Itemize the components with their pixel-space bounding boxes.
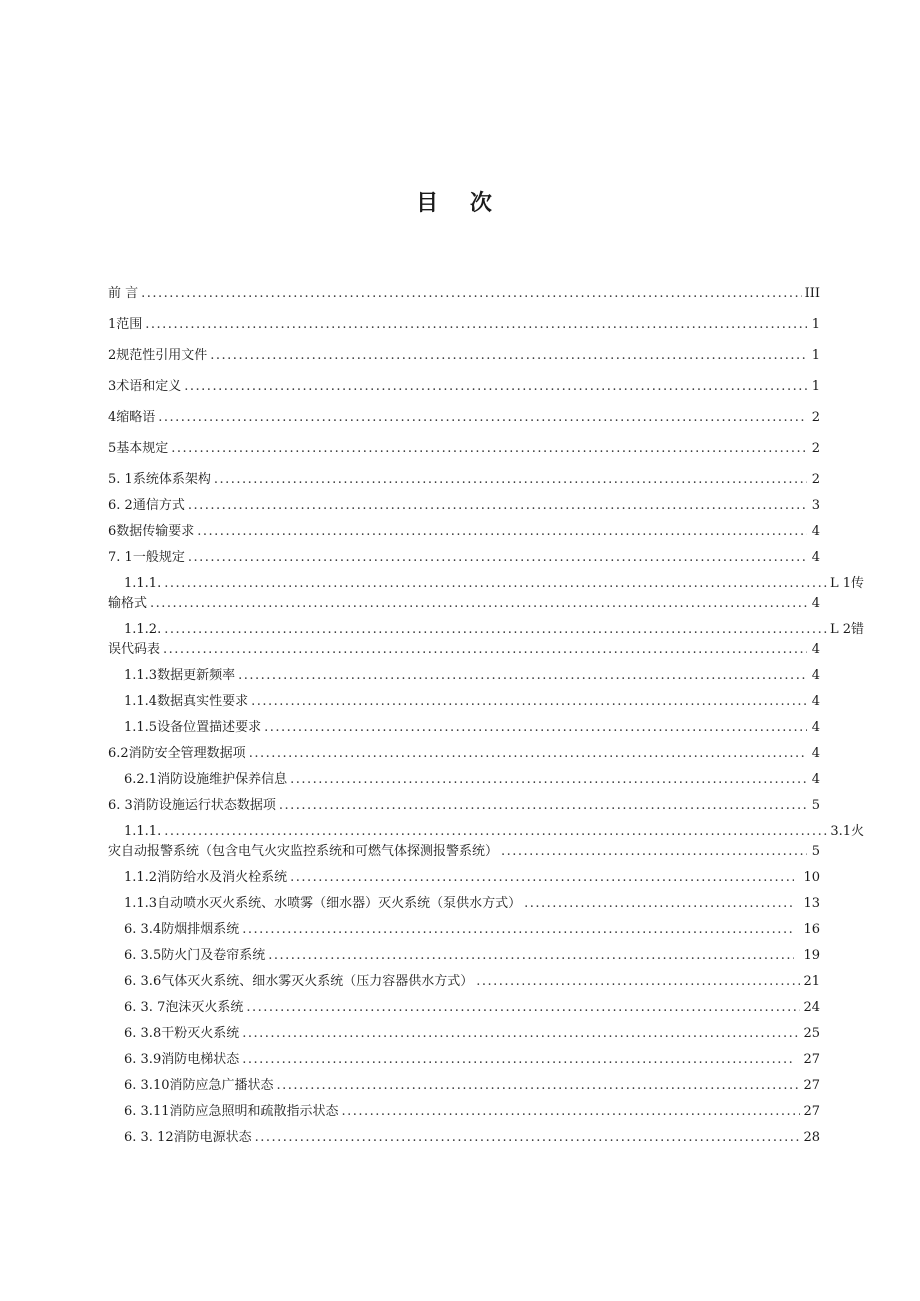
toc-leader-dots bbox=[290, 868, 794, 888]
toc-leader-dots bbox=[238, 666, 807, 686]
toc-page-number: 4 bbox=[811, 550, 820, 565]
toc-entry-1-1-1-fire-alarm[interactable] bbox=[124, 822, 864, 842]
toc-leader-dots bbox=[188, 496, 807, 516]
toc-entry-communication[interactable] bbox=[108, 496, 820, 516]
toc-entry-text: 系统体系架构 bbox=[132, 472, 211, 487]
toc-entry-number: 1.1.2. bbox=[124, 622, 162, 637]
toc-entry-number: 5. 1 bbox=[108, 472, 133, 487]
toc-entry-text: 自动喷水灭火系统、水喷雾（细水器）灭火系统（泵供水方式） bbox=[157, 896, 522, 911]
toc-entry-text: 6.2消防安全管理数据项 bbox=[108, 746, 246, 761]
toc-entry-number: 6. 3.10 bbox=[124, 1078, 170, 1093]
toc-entry-text: 消防设施运行状态数据项 bbox=[132, 798, 276, 813]
toc-leader-dots bbox=[164, 822, 827, 842]
toc-entry-number: 1.1.3 bbox=[124, 896, 158, 911]
toc-leader-dots bbox=[290, 770, 807, 790]
toc-entry-text: 消防设施维护保养信息 bbox=[157, 772, 288, 787]
toc-entry-number: 6.2.1 bbox=[124, 772, 158, 787]
toc-leader-dots bbox=[251, 692, 807, 712]
toc-entry-general[interactable] bbox=[108, 548, 820, 568]
toc-entry-foam-extinguishing[interactable] bbox=[124, 998, 820, 1018]
toc-entry-number: 6. 3.9 bbox=[124, 1052, 162, 1067]
toc-entry-operating-status[interactable] bbox=[108, 796, 820, 816]
toc-leader-dots bbox=[145, 315, 807, 335]
toc-entry-data-authenticity[interactable] bbox=[124, 692, 820, 712]
toc-leader-dots bbox=[214, 470, 807, 490]
toc-entry-text: 数据真实性要求 bbox=[157, 694, 249, 709]
toc-entry-text: 防火门及卷帘系统 bbox=[161, 948, 266, 963]
toc-entry-text: 消防电源状态 bbox=[173, 1130, 252, 1145]
toc-page-number: 3.1火 bbox=[830, 824, 864, 839]
toc-entry-number: 1.1.5 bbox=[124, 720, 158, 735]
toc-entry-text: 2规范性引用文件 bbox=[108, 348, 208, 363]
toc-leader-dots bbox=[210, 346, 807, 366]
toc-leader-dots bbox=[476, 972, 800, 992]
toc-leader-dots bbox=[197, 522, 807, 542]
toc-entry-smoke-control[interactable] bbox=[124, 920, 820, 940]
toc-page-number: 27 bbox=[803, 1078, 820, 1093]
toc-page-number: 1 bbox=[811, 317, 820, 332]
toc-leader-dots bbox=[164, 620, 827, 640]
toc-page-number: 5 bbox=[811, 844, 820, 859]
toc-entry-architecture[interactable] bbox=[108, 470, 820, 490]
toc-leader-dots bbox=[163, 640, 807, 660]
toc-leader-dots bbox=[249, 744, 807, 764]
toc-page-number: 19 bbox=[803, 948, 820, 963]
toc-page-number: 21 bbox=[803, 974, 820, 989]
toc-page-number: 4 bbox=[811, 746, 820, 761]
toc-entry-basic-rules[interactable] bbox=[108, 439, 820, 459]
toc-entry-1-1-2[interactable] bbox=[124, 620, 864, 640]
toc-entry-number: 1.1.1. bbox=[124, 576, 162, 591]
toc-entry-number: 1.1.3 bbox=[124, 668, 158, 683]
toc-page-number: 4 bbox=[811, 596, 820, 611]
toc-leader-dots bbox=[268, 946, 794, 966]
toc-leader-dots bbox=[184, 377, 807, 397]
toc-leader-dots bbox=[242, 920, 794, 940]
toc-entry-number: 6. 2 bbox=[108, 498, 133, 513]
toc-entry-number: 6. 3.4 bbox=[124, 922, 162, 937]
toc-entry-text: 消防应急照明和疏散指示状态 bbox=[169, 1104, 339, 1119]
toc-page-number: L 2错 bbox=[829, 622, 864, 637]
toc-entry-fire-elevator[interactable] bbox=[124, 1050, 820, 1070]
toc-entry-fire-doors[interactable] bbox=[124, 946, 820, 966]
toc-entry-text: 消防电梯状态 bbox=[161, 1052, 240, 1067]
toc-entry-number: 6. 3. 7 bbox=[124, 1000, 166, 1015]
toc-entry-text: 5基本规定 bbox=[108, 441, 169, 456]
toc-page-number: 1 bbox=[811, 348, 820, 363]
toc-entry-text: 数据更新频率 bbox=[157, 668, 236, 683]
toc-entry-text: 泡沫灭火系统 bbox=[165, 1000, 244, 1015]
toc-entry-preface[interactable] bbox=[108, 284, 820, 304]
toc-entry-text: 4缩略语 bbox=[108, 410, 156, 425]
toc-entry-text: 灾自动报警系统（包含电气火灾监控系统和可燃气体探测报警系统） bbox=[108, 844, 499, 859]
toc-leader-dots bbox=[524, 894, 794, 914]
toc-entry-text: 消防给水及消火栓系统 bbox=[157, 870, 288, 885]
toc-page-number: 4 bbox=[811, 694, 820, 709]
toc-page-number: 2 bbox=[811, 441, 820, 456]
toc-leader-dots bbox=[246, 998, 800, 1018]
toc-entry-safety-management[interactable] bbox=[108, 744, 820, 764]
toc-entry-sprinkler-system[interactable] bbox=[124, 894, 820, 914]
toc-page-number: 27 bbox=[803, 1052, 820, 1067]
toc-leader-dots bbox=[264, 718, 807, 738]
toc-entry-maintenance-info[interactable] bbox=[124, 770, 820, 790]
toc-entry-text: 一般规定 bbox=[132, 550, 185, 565]
toc-entry-number: 6. 3. 12 bbox=[124, 1130, 174, 1145]
toc-entry-transfer-format[interactable] bbox=[108, 594, 820, 614]
toc-leader-dots bbox=[242, 1024, 800, 1044]
toc-page-number: 4 bbox=[811, 772, 820, 787]
toc-entry-text: 气体灭火系统、细水雾灭火系统（压力容器供水方式） bbox=[161, 974, 474, 989]
toc-page-number: 27 bbox=[803, 1104, 820, 1119]
toc-entry-scope[interactable] bbox=[108, 315, 820, 335]
toc-entry-terms[interactable] bbox=[108, 377, 820, 397]
toc-entry-power-supply[interactable] bbox=[124, 1128, 820, 1148]
toc-leader-dots bbox=[277, 1076, 801, 1096]
toc-entry-text: 通信方式 bbox=[132, 498, 185, 513]
toc-entry-update-frequency[interactable] bbox=[124, 666, 820, 686]
toc-entry-text: 设备位置描述要求 bbox=[157, 720, 262, 735]
toc-leader-dots bbox=[242, 1050, 794, 1070]
toc-leader-dots bbox=[141, 284, 801, 304]
toc-leader-dots bbox=[279, 796, 807, 816]
toc-entry-data-transmission[interactable] bbox=[108, 522, 820, 542]
toc-leader-dots bbox=[171, 439, 807, 459]
toc-page-number: 2 bbox=[811, 410, 820, 425]
toc-page-number: 4 bbox=[811, 720, 820, 735]
toc-title: 目 次 bbox=[416, 191, 504, 216]
toc-page-number: 4 bbox=[811, 668, 820, 683]
toc-page-number: 16 bbox=[803, 922, 820, 937]
toc-entry-text: 干粉灭火系统 bbox=[161, 1026, 240, 1041]
toc-entry-dry-powder[interactable] bbox=[124, 1024, 820, 1044]
toc-page-number: 4 bbox=[811, 642, 820, 657]
toc-entry-number: 1.1.4 bbox=[124, 694, 158, 709]
toc-entry-text: 6数据传输要求 bbox=[108, 524, 195, 539]
toc-leader-dots bbox=[158, 408, 807, 428]
toc-page-number: 24 bbox=[803, 1000, 820, 1015]
toc-entry-gas-extinguishing[interactable] bbox=[124, 972, 820, 992]
toc-entry-number: 6. 3 bbox=[108, 798, 133, 813]
toc-page-number: III bbox=[804, 286, 820, 301]
toc-entry-error-codes[interactable] bbox=[108, 640, 820, 660]
toc-entry-abbreviations[interactable] bbox=[108, 408, 820, 428]
toc-page-number: 4 bbox=[811, 524, 820, 539]
toc-entry-number: 1.1.2 bbox=[124, 870, 158, 885]
toc-entry-emergency-lighting[interactable] bbox=[124, 1102, 820, 1122]
toc-leader-dots bbox=[150, 594, 807, 614]
toc-entry-number: 7. 1 bbox=[108, 550, 133, 565]
toc-leader-dots bbox=[188, 548, 807, 568]
toc-leader-dots bbox=[255, 1128, 801, 1148]
toc-leader-dots bbox=[164, 574, 827, 594]
toc-entry-number: 6. 3.11 bbox=[124, 1104, 170, 1119]
toc-page-number: 10 bbox=[803, 870, 820, 885]
toc-page-number: 13 bbox=[803, 896, 820, 911]
toc-entry-fire-alarm-system[interactable] bbox=[108, 842, 820, 862]
toc-entry-emergency-broadcast[interactable] bbox=[124, 1076, 820, 1096]
toc-entry-text: 消防应急广播状态 bbox=[169, 1078, 274, 1093]
toc-entry-text: 前 言 bbox=[108, 286, 139, 301]
toc-entry-text: 输格式 bbox=[108, 596, 148, 611]
toc-page-number: 28 bbox=[803, 1130, 820, 1145]
toc-entry-hydrant-system[interactable] bbox=[124, 868, 820, 888]
toc-entry-device-location[interactable] bbox=[124, 718, 820, 738]
toc-page-number: 1 bbox=[811, 379, 820, 394]
toc-entry-text: 防烟排烟系统 bbox=[161, 922, 240, 937]
toc-entry-text: 3术语和定义 bbox=[108, 379, 182, 394]
toc-entry-number: 6. 3.8 bbox=[124, 1026, 162, 1041]
toc-leader-dots bbox=[501, 842, 807, 862]
toc-entry-number: 6. 3.6 bbox=[124, 974, 162, 989]
toc-entry-number: 6. 3.5 bbox=[124, 948, 162, 963]
toc-entry-1-1-1[interactable] bbox=[124, 574, 864, 594]
toc-page-number: 3 bbox=[811, 498, 820, 513]
toc-entry-text: 1范围 bbox=[108, 317, 143, 332]
toc-page-number: 2 bbox=[811, 472, 820, 487]
toc-page-number: 5 bbox=[811, 798, 820, 813]
toc-page-number: L 1传 bbox=[829, 576, 864, 591]
toc-leader-dots bbox=[342, 1102, 801, 1122]
toc-entry-number: 1.1.1. bbox=[124, 824, 162, 839]
toc-entry-text: 误代码表 bbox=[108, 642, 161, 657]
toc-entry-normative-refs[interactable] bbox=[108, 346, 820, 366]
toc-page-number: 25 bbox=[803, 1026, 820, 1041]
